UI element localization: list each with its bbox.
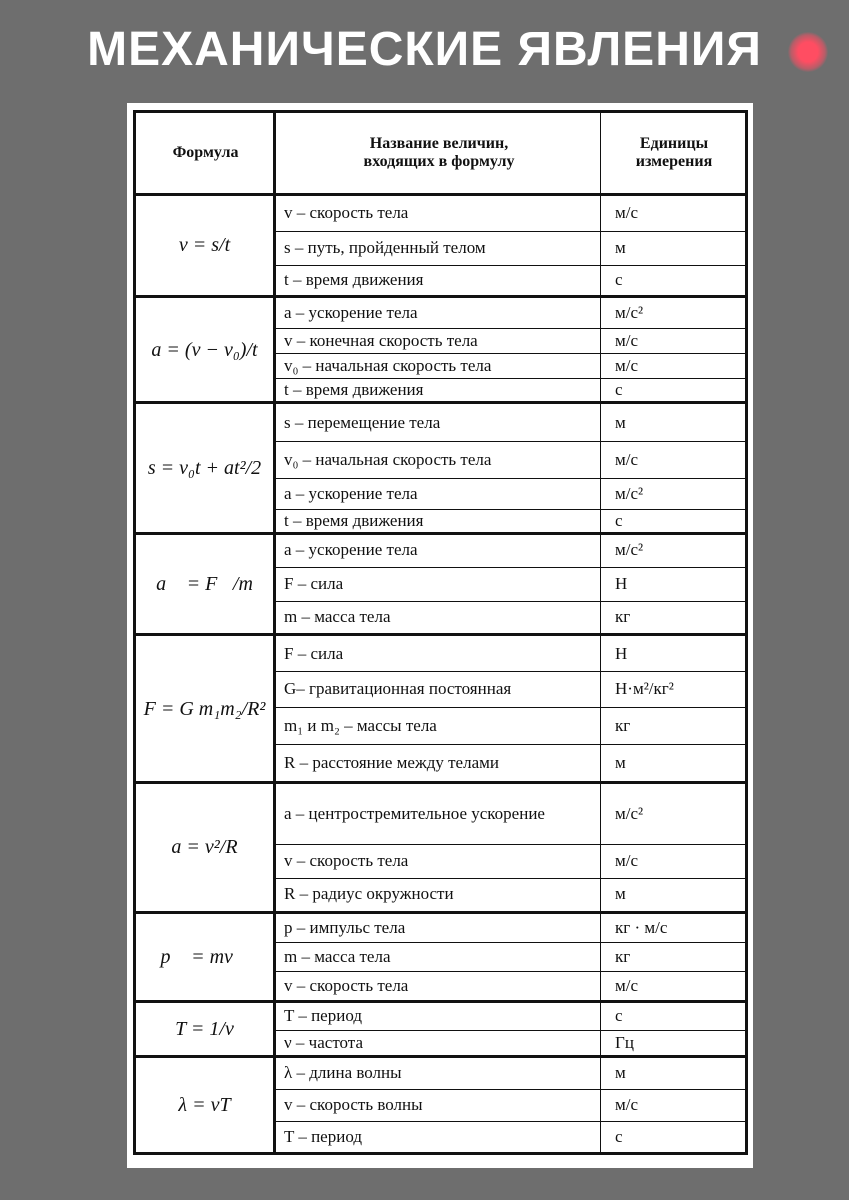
quantity-cell: F – сила bbox=[275, 567, 601, 601]
formula-cell: a⃗ = F⃗/m bbox=[135, 533, 275, 635]
unit-cell: Н bbox=[601, 635, 747, 672]
quantity-cell: v – конечная скорость тела bbox=[275, 329, 601, 354]
quantity-cell: t – время движения bbox=[275, 510, 601, 534]
unit-cell: кг bbox=[601, 943, 747, 972]
quantity-cell: v – скорость волны bbox=[275, 1090, 601, 1122]
quantity-cell: R – расстояние между телами bbox=[275, 745, 601, 783]
table-header-row bbox=[135, 112, 747, 195]
formula-cell: p⃗ = mv⃗ bbox=[135, 912, 275, 1001]
quantity-cell: a – центростремительное ускорение bbox=[275, 783, 601, 845]
table-row bbox=[135, 195, 747, 232]
quantity-cell: v₀ – начальная скорость тела bbox=[275, 354, 601, 379]
page-title: МЕХАНИЧЕСКИЕ ЯВЛЕНИЯ bbox=[87, 23, 762, 76]
table-row bbox=[135, 1057, 747, 1090]
unit-cell: Н bbox=[601, 567, 747, 601]
quantity-cell: v₀ – начальная скорость тела bbox=[275, 442, 601, 479]
unit-cell: м/с bbox=[601, 442, 747, 479]
unit-cell: с bbox=[601, 510, 747, 534]
table-row bbox=[135, 1001, 747, 1030]
quantity-cell: a – ускорение тела bbox=[275, 533, 601, 567]
formula-table bbox=[133, 110, 748, 1155]
quantity-cell: p – импульс тела bbox=[275, 912, 601, 943]
header-names-line2: входящих в формулу bbox=[363, 153, 515, 170]
unit-cell: с bbox=[601, 1121, 747, 1153]
quantity-cell: v – скорость тела bbox=[275, 195, 601, 232]
header-units-line2: измерения bbox=[635, 153, 713, 170]
quantity-cell: t – время движения bbox=[275, 378, 601, 403]
table-row bbox=[135, 296, 747, 329]
quantity-cell: t – время движения bbox=[275, 265, 601, 296]
formula-cell: T = 1/ν bbox=[135, 1001, 275, 1056]
quantity-cell: G– гравитационная постоянная bbox=[275, 672, 601, 708]
formula-cell: a = v²/R bbox=[135, 783, 275, 912]
quantity-cell: m₁ и m₂ – массы тела bbox=[275, 708, 601, 745]
table-row bbox=[135, 533, 747, 567]
unit-cell: с bbox=[601, 265, 747, 296]
unit-cell: м bbox=[601, 403, 747, 442]
header-names bbox=[275, 112, 601, 195]
quantity-cell: a – ускорение тела bbox=[275, 296, 601, 329]
unit-cell: м bbox=[601, 231, 747, 265]
header-units-line1: Единицы bbox=[639, 135, 709, 153]
unit-cell: м/с bbox=[601, 972, 747, 1002]
quantity-cell: F – сила bbox=[275, 635, 601, 672]
unit-cell: м bbox=[601, 745, 747, 783]
formula-cell: v = s/t bbox=[135, 195, 275, 297]
quantity-cell: v – скорость тела bbox=[275, 972, 601, 1002]
quantity-cell: R – радиус окружности bbox=[275, 878, 601, 912]
quantity-cell: λ – длина волны bbox=[275, 1057, 601, 1090]
quantity-cell: a – ускорение тела bbox=[275, 479, 601, 510]
unit-cell: м/с² bbox=[601, 783, 747, 845]
unit-cell: м/с² bbox=[601, 533, 747, 567]
unit-cell: м/с bbox=[601, 1090, 747, 1122]
unit-cell: кг · м/с bbox=[601, 912, 747, 943]
unit-cell: с bbox=[601, 378, 747, 403]
table-row bbox=[135, 635, 747, 672]
unit-cell: м/с bbox=[601, 329, 747, 354]
unit-cell: м/с² bbox=[601, 479, 747, 510]
unit-cell: кг bbox=[601, 601, 747, 635]
formula-sheet bbox=[127, 103, 753, 1168]
unit-cell: Н·м²/кг² bbox=[601, 672, 747, 708]
formula-cell: s = v₀t + at²/2 bbox=[135, 403, 275, 533]
table-row bbox=[135, 783, 747, 845]
unit-cell: м bbox=[601, 878, 747, 912]
formula-cell: F = G m₁m₂/R² bbox=[135, 635, 275, 783]
table-row bbox=[135, 912, 747, 943]
header-names-line1: Название величин, bbox=[369, 135, 509, 153]
unit-cell: кг bbox=[601, 708, 747, 745]
unit-cell: м/с bbox=[601, 844, 747, 878]
quantity-cell: ν – частота bbox=[275, 1030, 601, 1057]
quantity-cell: T – период bbox=[275, 1001, 601, 1030]
unit-cell: м/с bbox=[601, 354, 747, 379]
unit-cell: м/с bbox=[601, 195, 747, 232]
record-dot-icon bbox=[788, 32, 828, 72]
quantity-cell: m – масса тела bbox=[275, 601, 601, 635]
unit-cell: м bbox=[601, 1057, 747, 1090]
header-formula: Формула bbox=[135, 112, 275, 195]
quantity-cell: s – перемещение тела bbox=[275, 403, 601, 442]
quantity-cell: m – масса тела bbox=[275, 943, 601, 972]
unit-cell: м/с² bbox=[601, 296, 747, 329]
unit-cell: с bbox=[601, 1001, 747, 1030]
formula-cell: a = (v − v₀)/t bbox=[135, 296, 275, 403]
table-row bbox=[135, 403, 747, 442]
quantity-cell: s – путь, пройденный телом bbox=[275, 231, 601, 265]
header-units bbox=[601, 112, 747, 195]
quantity-cell: v – скорость тела bbox=[275, 844, 601, 878]
formula-cell: λ = vT bbox=[135, 1057, 275, 1154]
quantity-cell: T – период bbox=[275, 1121, 601, 1153]
unit-cell: Гц bbox=[601, 1030, 747, 1057]
